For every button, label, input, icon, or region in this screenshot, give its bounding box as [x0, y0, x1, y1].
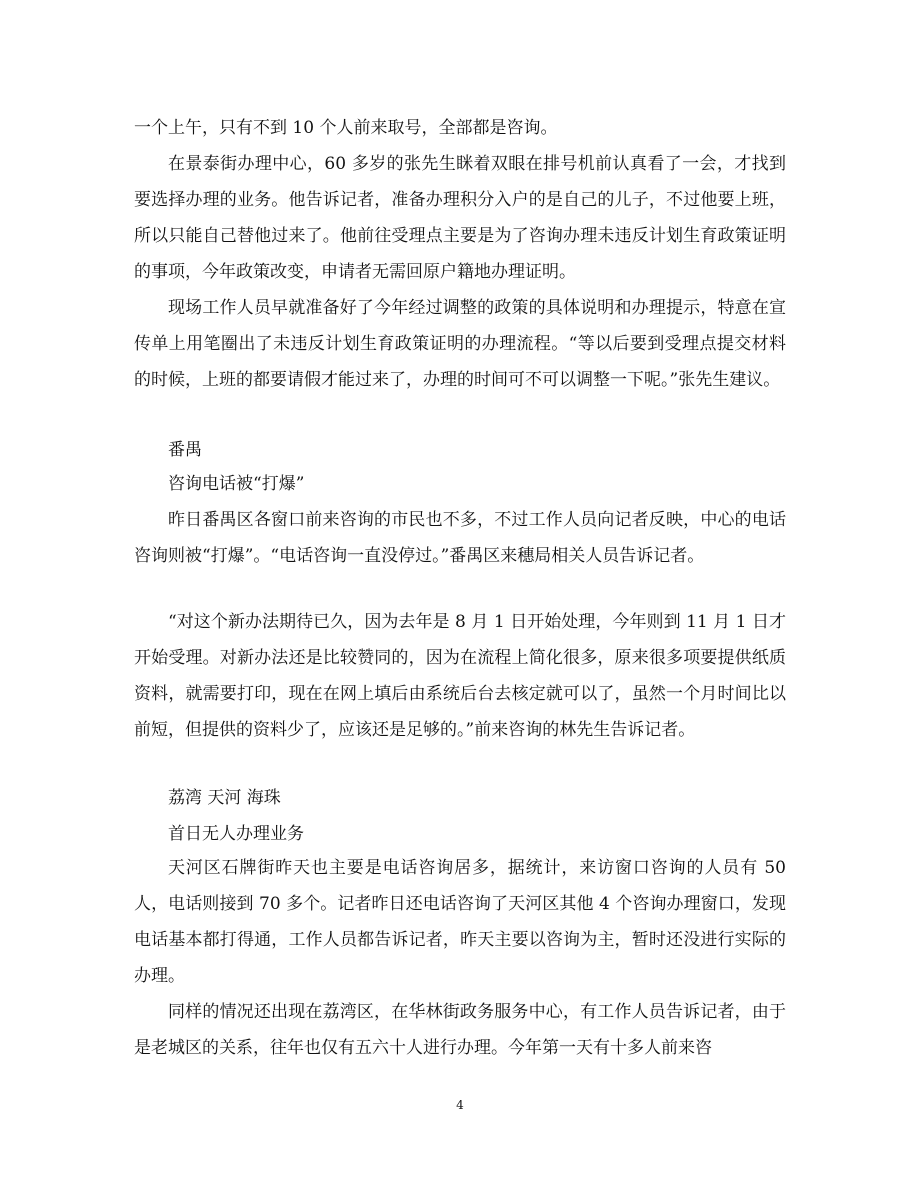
paragraph-liwan-hualin: 同样的情况还出现在荔湾区，在华林街政务服务中心，有工作人员告诉记者，由于是老城区的关系，往年也仅有五六十人进行办理。今年第一天有十多人前来咨	[134, 1002, 786, 1058]
paragraph-lin-quote: “对这个新办法期待已久，因为去年是 8 月 1 日开始处理，今年则到 11 月 1 日才开始受理。对新办法还是比较赞同的，因为在流程上简化很多，原来很多项要提供纸质资料，就需要打印，现在在网上填后由系统后台去核定就可以了，虽然一个月时间比以前短，但提供的资料少了，应该还是足够的。”前来咨询的林先生告诉记者。	[134, 612, 786, 740]
paragraph-tianhe-shipai: 天河区石牌街昨天也主要是电话咨询居多，据统计，来访窗口咨询的人员有 50 人，电话则接到 70 多个。记者昨日还电话咨询了天河区其他 4 个咨询办理窗口，发现电话基本都打得通，工作人员都告诉记者，昨天主要以咨询为主，暂时还没进行实际的办理。	[134, 858, 786, 986]
paragraph-panyu-phone: 昨日番禺区各窗口前来咨询的市民也不多，不过工作人员向记者反映，中心的电话咨询则被“打爆”。“电话咨询一直没停过。”番禺区来穗局相关人员告诉记者。	[134, 510, 786, 566]
subheading-phone-busy: 咨询电话被“打爆”	[168, 474, 305, 494]
section-heading-panyu: 番禺	[168, 440, 202, 460]
paragraph-continuation: 一个上午，只有不到 10 个人前来取号，全部都是咨询。	[134, 118, 558, 138]
paragraph-jingtai-center: 在景泰街办理中心，60 多岁的张先生眯着双眼在排号机前认真看了一会，才找到要选择办理的业务。他告诉记者，准备办理积分入户的是自己的儿子，不过他要上班，所以只能自己替他过来了。他前往受理点主要是为了咨询办理未违反计划生育政策证明的事项，今年政策改变，申请者无需回原户籍地办理证明。	[134, 154, 786, 282]
paragraph-staff-preparation: 现场工作人员早就准备好了今年经过调整的政策的具体说明和办理提示，特意在宣传单上用笔圈出了未违反计划生育政策证明的办理流程。“等以后要到受理点提交材料的时候，上班的都要请假才能过来了，办理的时间可不可以调整一下呢。”张先生建议。	[134, 298, 786, 390]
section-heading-liwan-tianhe-haizhu: 荔湾 天河 海珠	[168, 788, 281, 808]
subheading-no-processing: 首日无人办理业务	[168, 824, 304, 844]
page-number: 4	[456, 1098, 464, 1112]
